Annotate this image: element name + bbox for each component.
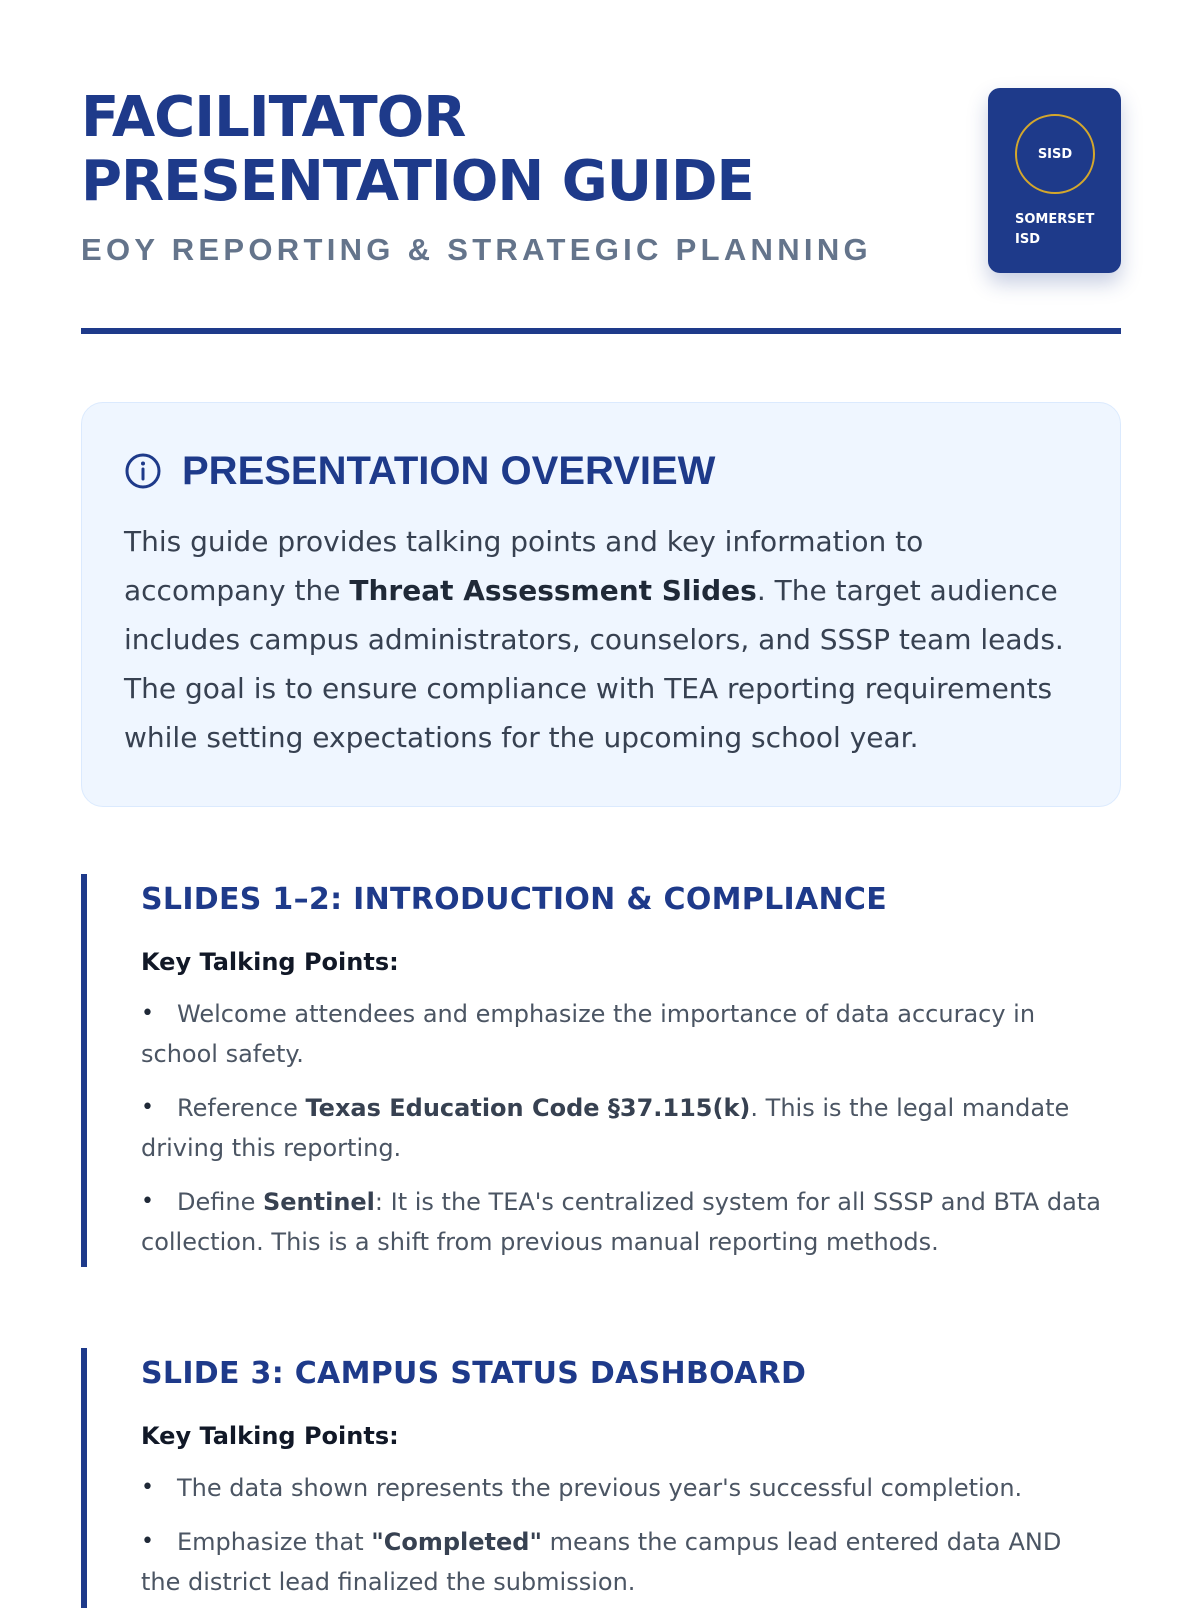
logo-name bbox=[1015, 210, 1115, 250]
point-bold: Texas Education Code §37.115(k) bbox=[305, 1094, 751, 1122]
point-text: Define bbox=[177, 1188, 263, 1216]
point-text: Emphasize that bbox=[177, 1528, 372, 1556]
point-text: Welcome attendees and emphasize the importance of data accuracy in school safety. bbox=[141, 1000, 1036, 1068]
section-title: SLIDE 3: CAMPUS STATUS DASHBOARD bbox=[141, 1356, 807, 1391]
district-logo bbox=[988, 88, 1121, 273]
page-title bbox=[81, 86, 1121, 214]
overview-text bbox=[124, 517, 1078, 762]
page-subtitle: EOY REPORTING & STRATEGIC PLANNING bbox=[81, 232, 872, 267]
overview-text-bold: Threat Assessment Slides bbox=[349, 574, 757, 607]
list-item bbox=[141, 1468, 1121, 1508]
list-item bbox=[141, 1182, 1121, 1262]
overview-text-start: This guide provides talking points and key information to accompany the bbox=[124, 525, 924, 607]
point-text-end: . This is the legal mandate driving this reporting. bbox=[141, 1094, 1070, 1162]
overview-header bbox=[124, 443, 1078, 499]
overview-title: PRESENTATION OVERVIEW bbox=[182, 448, 716, 493]
point-text-end: : It is the TEA's centralized system for all SSSP and BTA data collection. This is a shift from previous manual reporting methods. bbox=[141, 1188, 1101, 1256]
section-subheading: Key Talking Points: bbox=[141, 1422, 399, 1450]
logo-name-line-1: SOMERSET bbox=[1015, 212, 1095, 227]
list-item bbox=[141, 994, 1121, 1074]
point-bold: Sentinel bbox=[262, 1188, 375, 1216]
talking-points-list bbox=[141, 994, 1121, 1262]
logo-name-line-2: ISD bbox=[1015, 232, 1040, 247]
talking-points-list bbox=[141, 1468, 1121, 1602]
title-line-1: FACILITATOR bbox=[81, 85, 466, 150]
header bbox=[81, 86, 1121, 336]
info-circle-icon bbox=[124, 452, 162, 490]
section-slide-3 bbox=[81, 1348, 1121, 1608]
point-text-end: means the campus lead entered data AND the district lead finalized the submission. bbox=[141, 1528, 1062, 1596]
overview-box bbox=[81, 402, 1121, 807]
section-subheading: Key Talking Points: bbox=[141, 948, 399, 976]
logo-abbr: SISD bbox=[1037, 146, 1073, 162]
point-text: The data shown represents the previous year's successful completion. bbox=[177, 1474, 1023, 1502]
list-item bbox=[141, 1522, 1121, 1602]
section-title: SLIDES 1–2: INTRODUCTION & COMPLIANCE bbox=[141, 882, 887, 917]
overview-text-end: . The target audience includes campus administrators, counselors, and SSSP team leads. The goal is to ensure compliance with TEA reporting requirements while setting expectations for the upcoming school year. bbox=[124, 574, 1064, 754]
point-text: Reference bbox=[177, 1094, 306, 1122]
logo-seal bbox=[1015, 114, 1095, 194]
section-slides-1-2 bbox=[81, 874, 1121, 1267]
header-divider bbox=[81, 328, 1121, 334]
list-item bbox=[141, 1088, 1121, 1168]
point-bold: "Completed" bbox=[371, 1528, 542, 1556]
title-line-2: PRESENTATION GUIDE bbox=[81, 149, 754, 214]
